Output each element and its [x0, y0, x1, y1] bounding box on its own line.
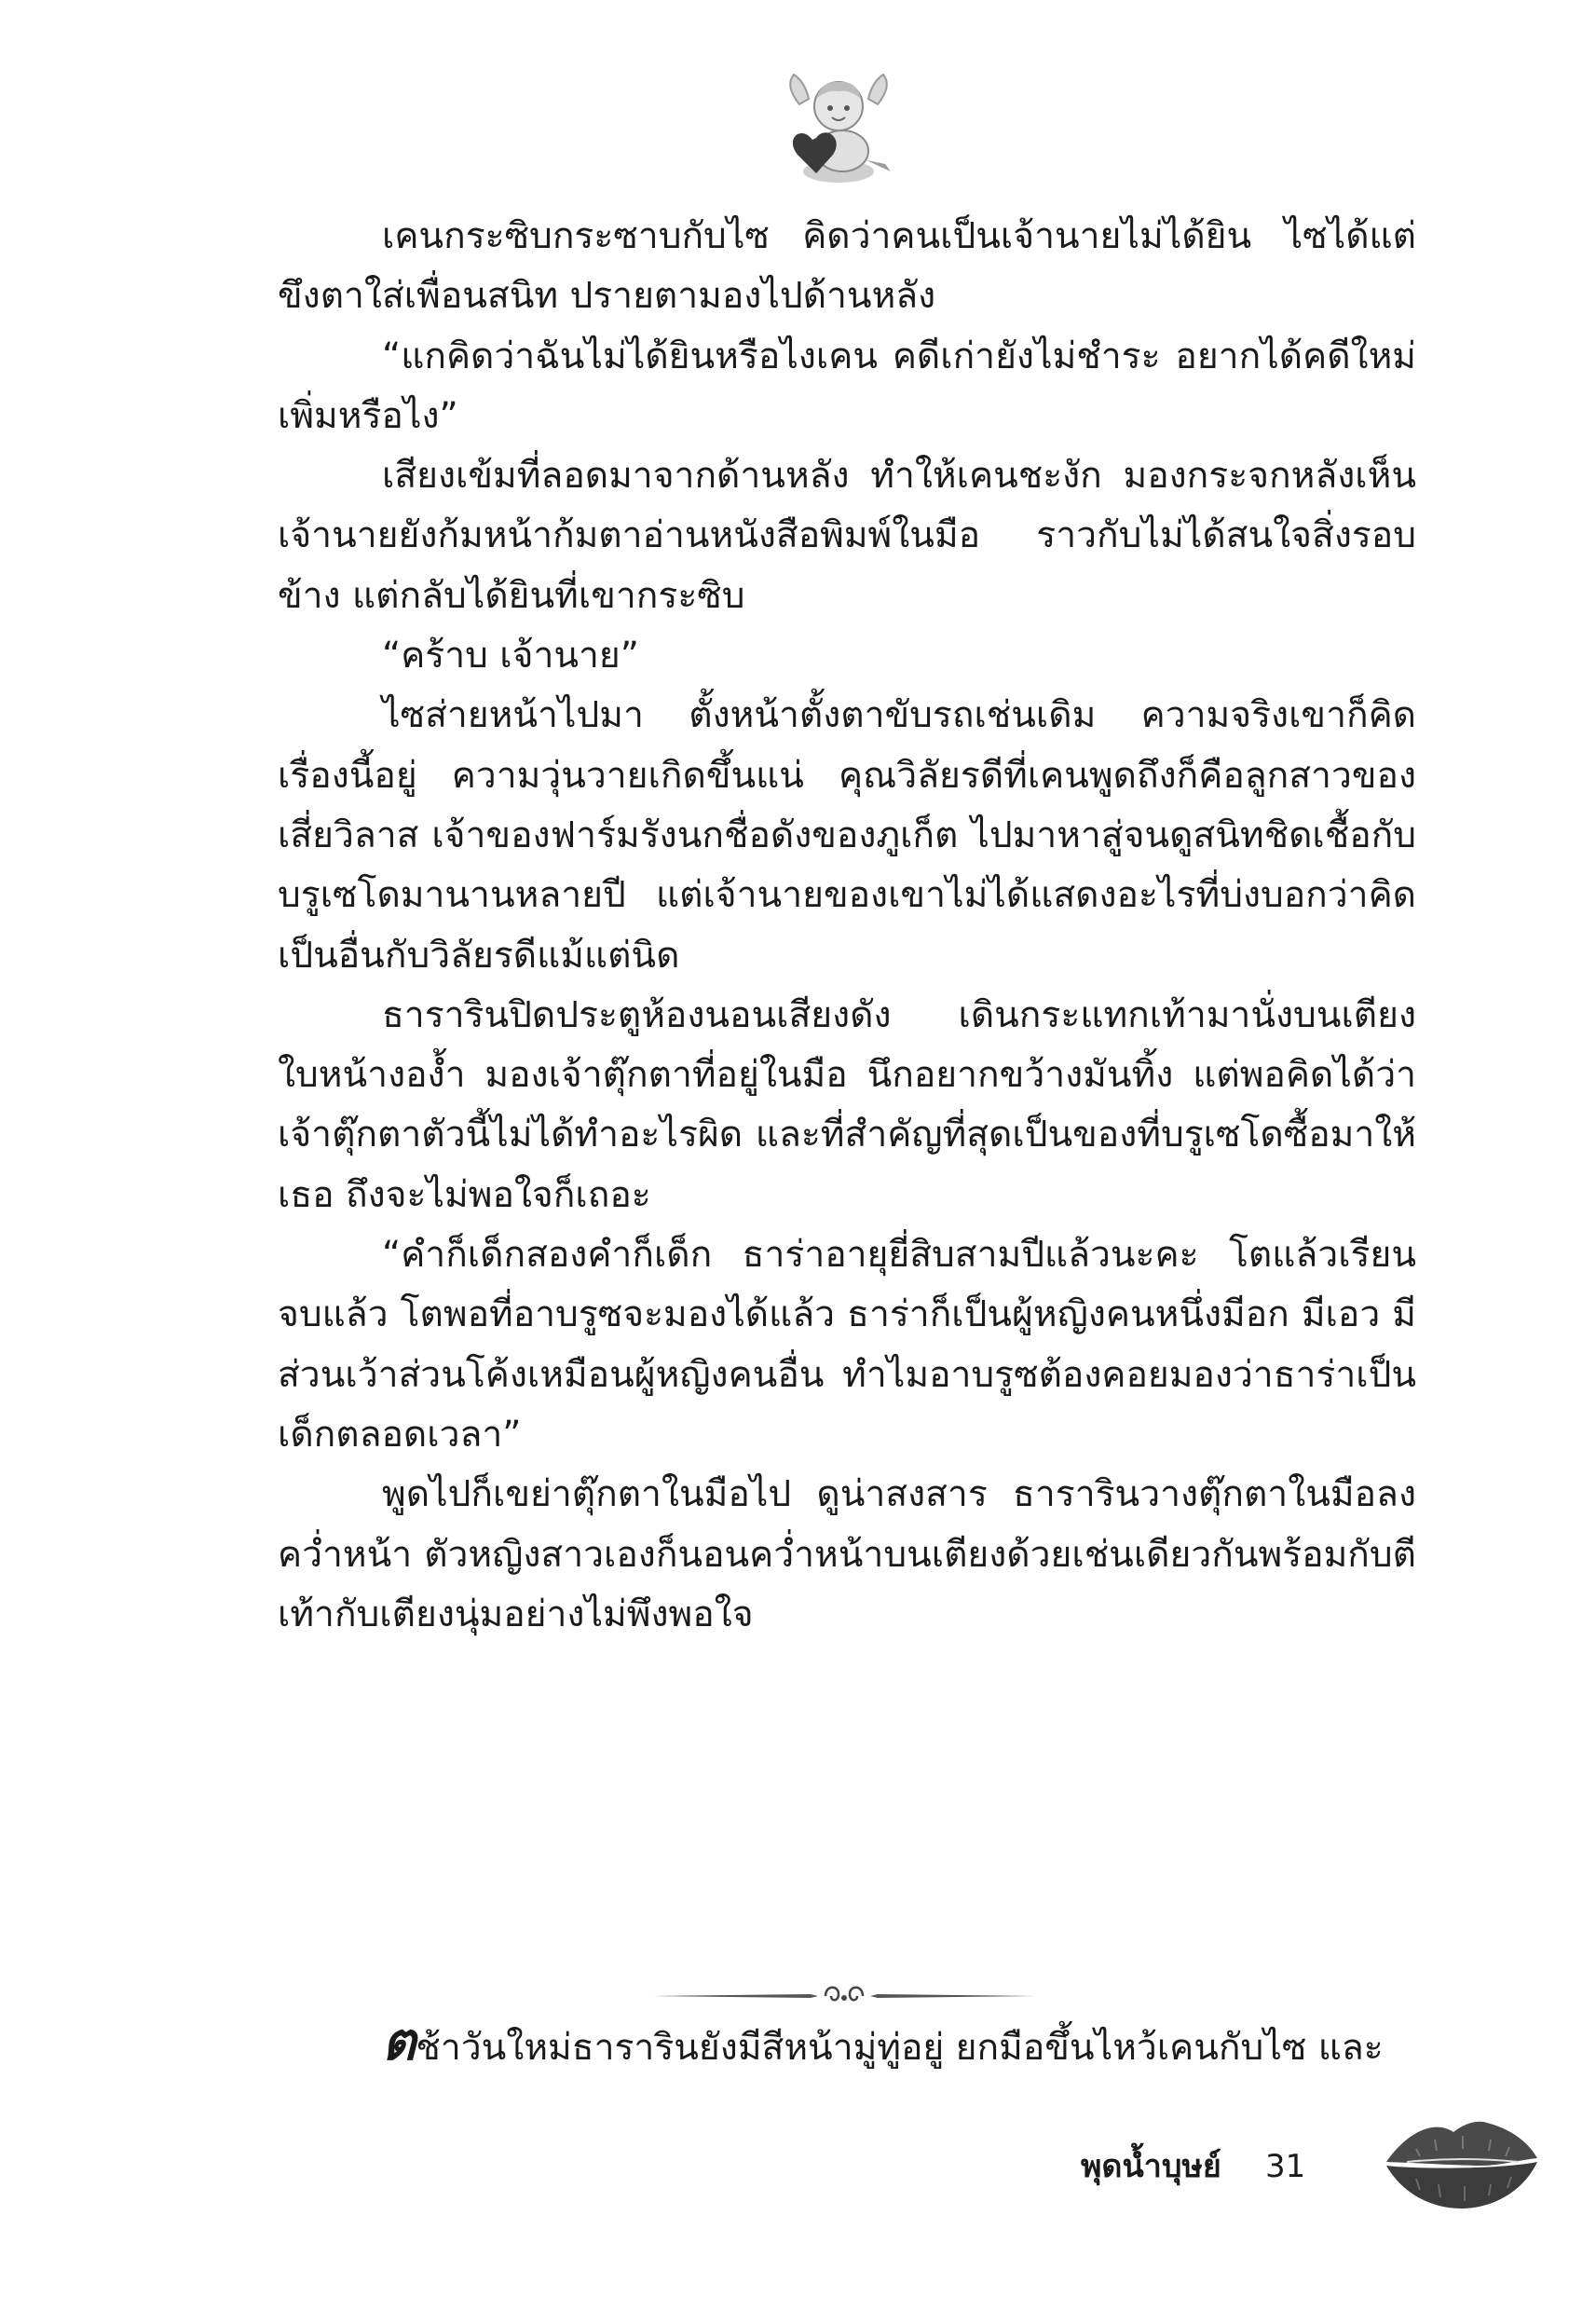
ornamental-divider-icon — [652, 1977, 1036, 2015]
paragraph: เคนกระซิบกระซาบกับไซ คิดว่าคนเป็นเจ้านายไม่ได้ยิน ไซได้แต่ขึงตาใส่เพื่อนสนิท ปรายตามองไปด้านหลัง — [278, 215, 1416, 318]
cherub-with-heart-icon — [781, 67, 896, 190]
chapter-opening-paragraph — [278, 2011, 1416, 2078]
paragraph: ธารารินปิดประตูห้องนอนเสียงดัง เดินกระแทกเท้ามานั่งบนเตียงใบหน้างอง้ำ มองเจ้าตุ๊กตาที่อยู่ในมือ นึกอยากขว้างมันทิ้ง แต่พอคิดได้ว่าเจ้าตุ๊กตาตัวนี้ไม่ได้ทำอะไรผิด และที่สำคัญที่สุดเป็นของที่บรูเซโดซื้อมาให้เธอ ถึงจะไม่พอใจก็เถอะ — [278, 993, 1416, 1216]
paragraph: เสียงเข้มที่ลอดมาจากด้านหลัง ทำให้เคนชะงัก มองกระจกหลังเห็นเจ้านายยังก้มหน้าก้มตาอ่านหนังสือพิมพ์ในมือ ราวกับไม่ได้สนใจสิ่งรอบข้าง แต่กลับได้ยินที่เขากระซิบ — [278, 455, 1416, 617]
paragraph: “คร้าบ เจ้านาย” — [382, 635, 639, 677]
paragraph-text: ช้าวันใหม่ธารารินยังมีสีหน้ามู่ทู่อยู่ ยกมือขึ้นไหว้เคนกับไซ และ — [416, 2027, 1384, 2069]
page-number: 31 — [1265, 2148, 1306, 2185]
paragraph: “คำก็เด็กสองคำก็เด็ก ธาร่าอายุยี่สิบสามปีแล้วนะคะ โตแล้วเรียนจบแล้ว โตพอที่อาบรูซจะมองได้แล้ว ธาร่าก็เป็นผู้หญิงคนหนึ่งมีอก มีเอว มีส่วนเว้าส่วนโค้งเหมือนผู้หญิงคนอื่น ทำไมอาบรูซต้องคอยมองว่าธาร่าเป็นเด็กตลอดเวลา” — [278, 1234, 1416, 1456]
lips-kiss-icon — [1379, 2104, 1543, 2223]
paragraph: “แกคิดว่าฉันไม่ได้ยินหรือไงเคน คดีเก่ายังไม่ชำระ อยากได้คดีใหม่เพิ่มหรือไง” — [278, 335, 1416, 437]
book-title: พุดน้ำบุษย์ — [1081, 2148, 1221, 2185]
paragraph: ไซส่ายหน้าไปมา ตั้งหน้าตั้งตาขับรถเช่นเดิม ความจริงเขาก็คิดเรื่องนี้อยู่ ความวุ่นวายเกิดขึ้นแน่ คุณวิลัยรดีที่เคนพูดถึงก็คือลูกสาวของเสี่ยวิลาส เจ้าของฟาร์มรังนกชื่อดังของภูเก็ต ไปมาหาสู่จนดูสนิทชิดเชื้อกับบรูเซโดมานานหลายปี แต่เจ้านายของเขาไม่ได้แสดงอะไรที่บ่งบอกว่าคิดเป็นอื่นกับวิลัยรดีแม้แต่นิด — [278, 694, 1416, 977]
drop-cap: ต — [382, 2011, 416, 2072]
paragraph: พูดไปก็เขย่าตุ๊กตาในมือไป ดูน่าสงสาร ธารารินวางตุ๊กตาในมือลงคว่ำหน้า ตัวหญิงสาวเองก็นอนคว่ำหน้าบนเตียงด้วยเช่นเดียวกันพร้อมกับตีเท้ากับเตียงนุ่มอย่างไม่พึงพอใจ — [278, 1473, 1416, 1635]
story-body — [278, 207, 1416, 1645]
